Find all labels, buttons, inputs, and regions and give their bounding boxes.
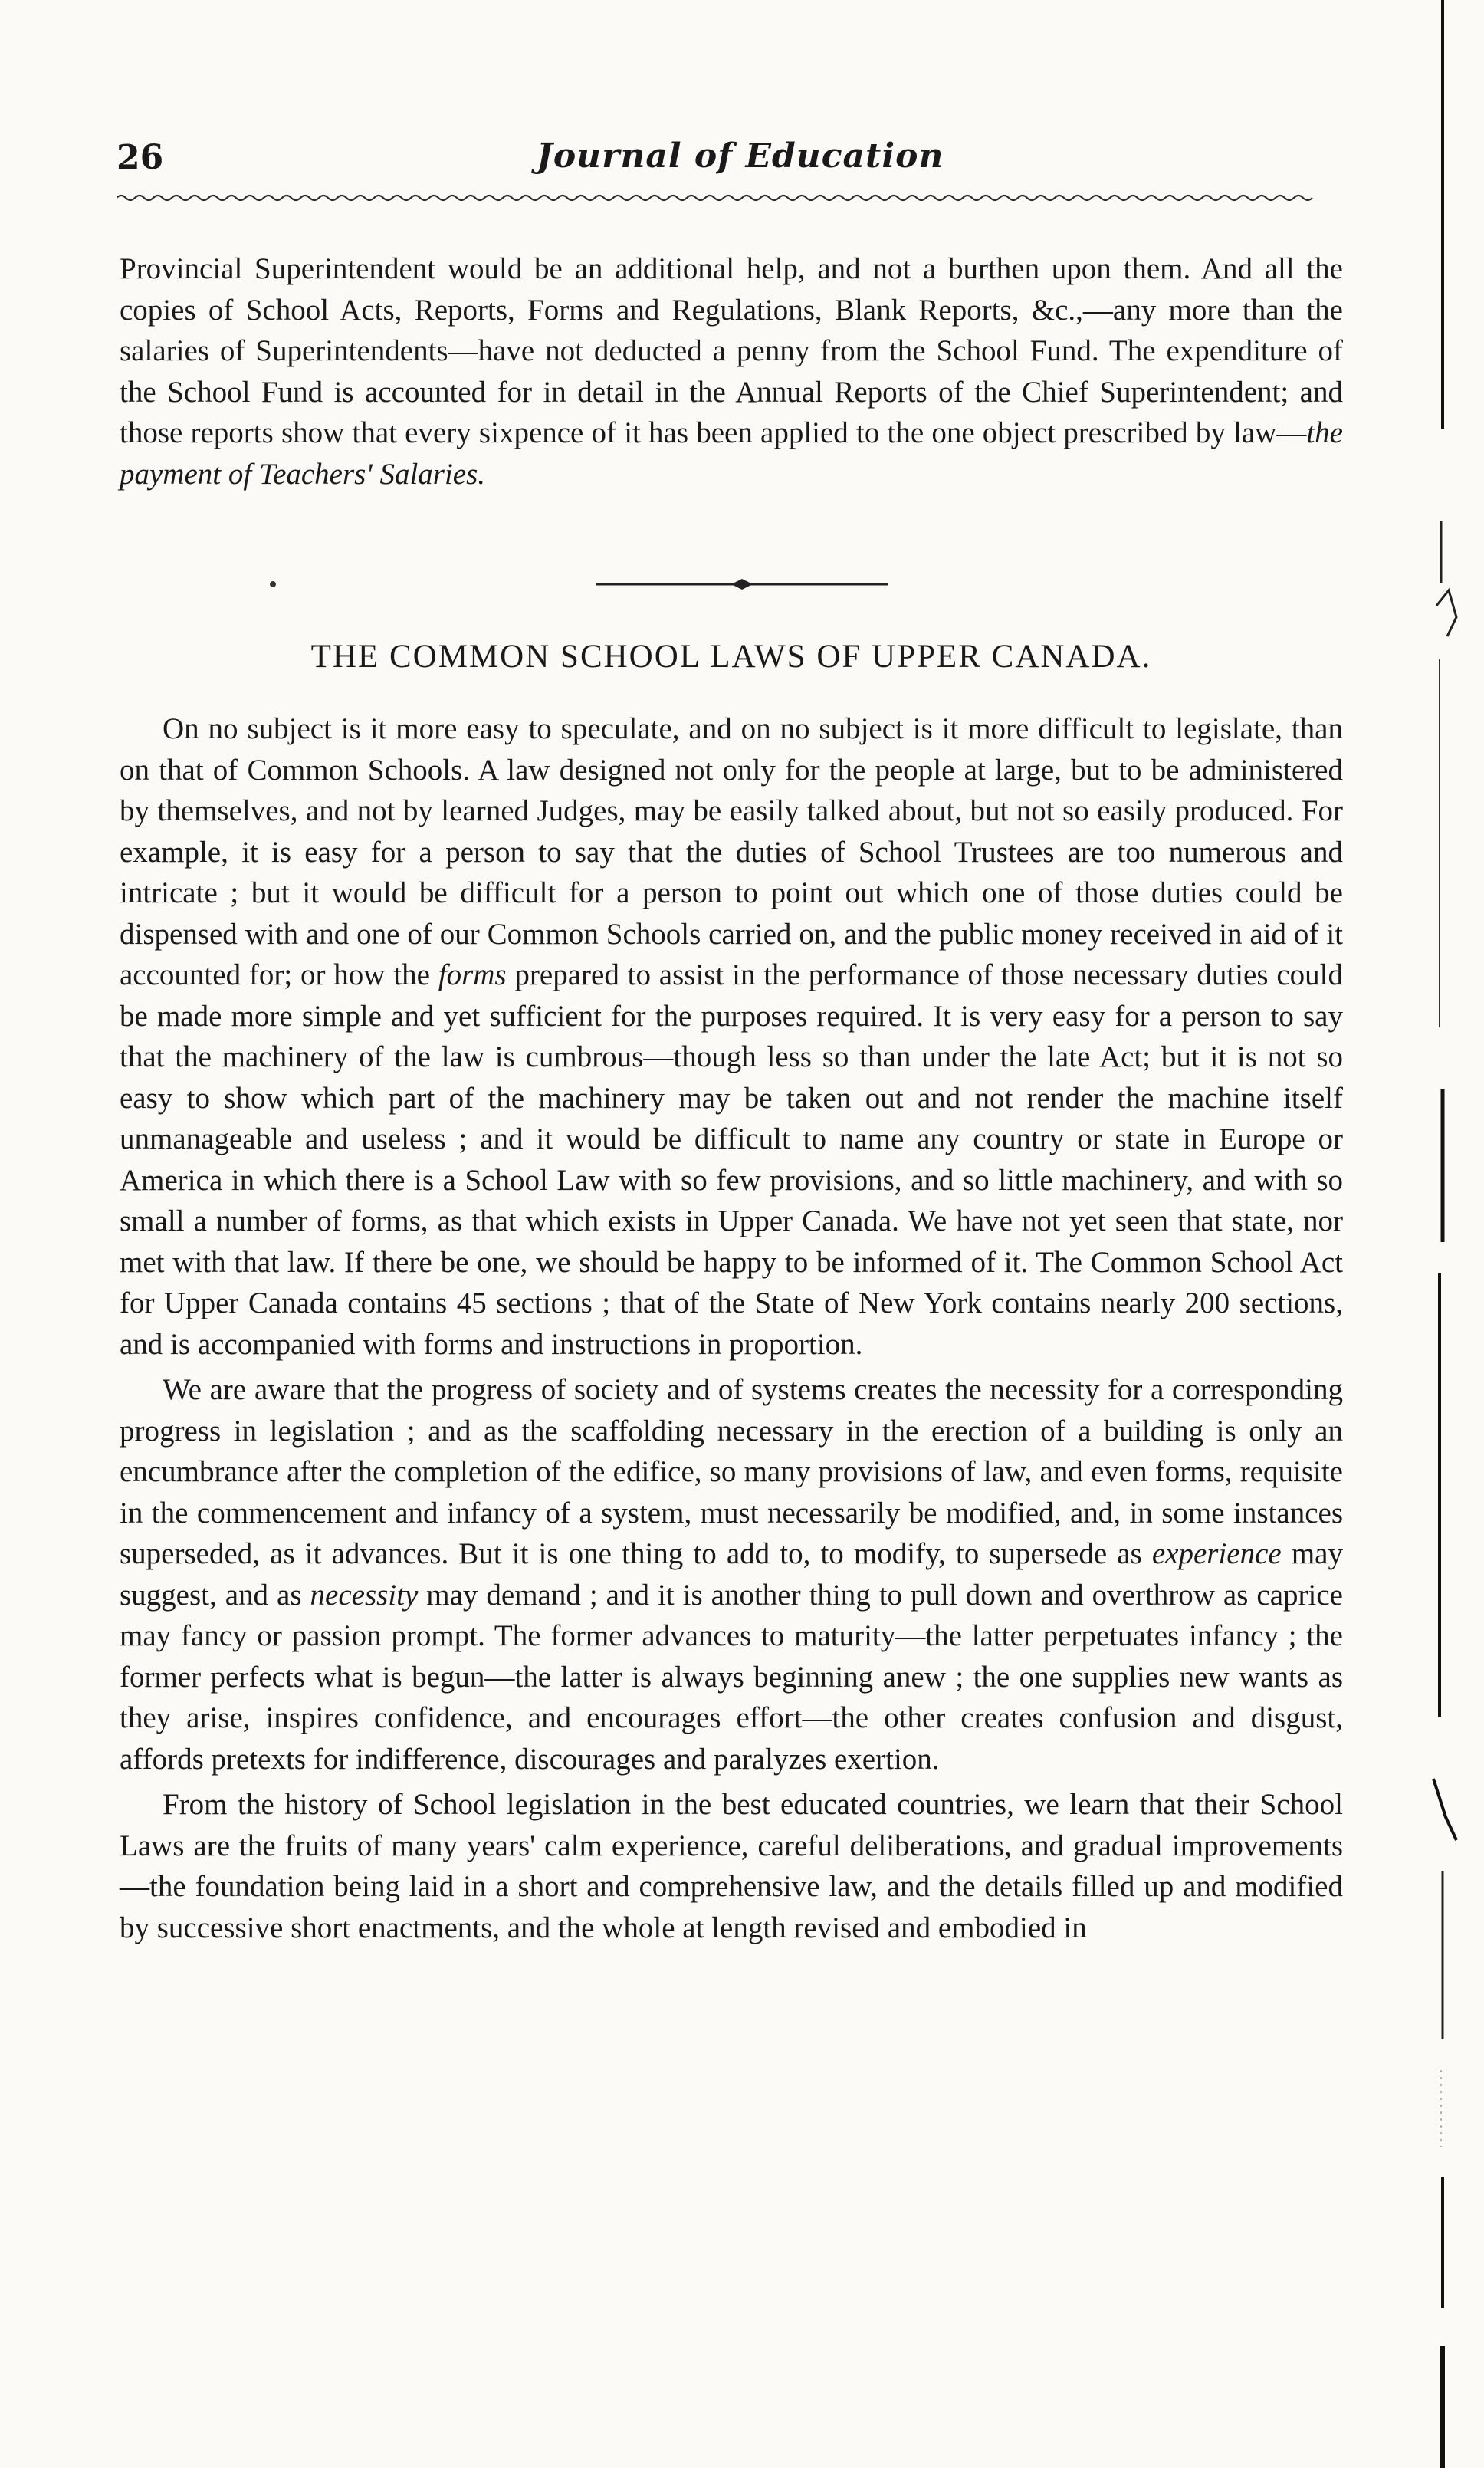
running-title: Journal of Education [537,136,944,176]
continued-paragraph [120,248,1343,495]
article-paragraph-1 [120,708,1343,1365]
article-paragraph-2 [120,1369,1343,1780]
article-body [120,708,1343,1948]
section-divider-ornament [596,575,888,593]
paragraph-emphasis: forms [438,958,507,991]
paragraph-emphasis: experience [1151,1537,1282,1570]
paragraph-text: We are aware that the progress of society and of systems creates the necessity for a corresponding progress in legislation ; and as the scaffolding necessary in the erection of a building is only an encumbrance after the completion of the edifice, so many provisions of law, and even forms, requisite in the commencement and infancy of a system, must necessarily be modified, and, in some instances superseded, as it advances. But it is one thing to add to, to modify, to supersede as [120,1373,1343,1570]
paragraph-emphasis: necessity [310,1578,419,1612]
paragraph-text: may demand ; and it is another thing to pull down and overthrow as caprice may fancy or passion prompt. The former advances to maturity—the latter perpetuates infancy ; the former perfects what is begun—the latter is always beginning anew ; the one supplies new wants as they arise, inspires confidence, and encourages effort—the other creates confusion and disgust, affords pretexts for indifference, discourages and paralyzes exertion. [120,1578,1343,1776]
paragraph-text: From the history of School legislation in the best educated countries, we learn that their School Laws are the fruits of many years' calm experience, careful deliberations, and gradual improvements—the foundation being laid in a short and comprehensive law, and the details filled up and modified by successive short enactments, and the whole at length revised and embodied in [120,1788,1343,1944]
paragraph-text: On no subject is it more easy to speculate, and on no subject is it more difficult to legislate, than on that of Common Schools. A law designed not only for the people at large, but to be administered by themselves, and not by learned Judges, may be easily talked about, but not so easily produced. For example, it is easy for a person to say that the duties of School Trustees are too numerous and intricate ; but it would be difficult for a person to point out which one of those duties could be dispensed with and one of our Common Schools carried on, and the public money received in aid of it accounted for; or how the [120,712,1343,991]
section-title: THE COMMON SCHOOL LAWS OF UPPER CANADA. [310,639,1152,675]
paragraph-text: prepared to assist in the performance of those necessary duties could be made more simple and yet sufficient for the purposes required. It is very easy for a person to say that the machinery of the law is cumbrous—though less so than under the late Act; but it is not so easy to show which part of the machinery may be taken out and not render the machine itself unmanageable and useless ; and it would be difficult to name any country or state in Europe or America in which there is a School Law with so few provisions, and so little machinery, and with so small a number of forms, as that which exists in Upper Canada. We have not yet seen that state, nor met with that law. If there be one, we should be happy to be informed of it. The Common School Act for Upper Canada contains 45 sections ; that of the State of New York contains nearly 200 sections, and is accompanied with forms and instructions in proportion. [120,958,1344,1361]
intro-emphasis: the payment of Teachers' Salaries. [120,416,1343,491]
page-number: 26 [117,138,164,177]
article-paragraph-3 [120,1784,1343,1948]
paragraph-text: may suggest, and as [120,1537,1343,1612]
wavy-header-rule [117,192,1320,204]
intro-text: Provincial Superintendent would be an additional help, and not a burthen upon them. And all the copies of School Acts, Reports, Forms and Regulations, Blank Reports, &c.,—any more than the salaries of Superintendents—have not deducted a penny from the School Fund. The expenditure of the School Fund is accounted for in detail in the Annual Reports of the Chief Superintendent; and those reports show that every sixpence of it has been applied to the one object prescribed by law— [120,252,1343,449]
stray-dot [270,581,276,587]
binding-gutter-marks [1426,0,1484,2468]
intro-paragraph [120,248,1343,495]
